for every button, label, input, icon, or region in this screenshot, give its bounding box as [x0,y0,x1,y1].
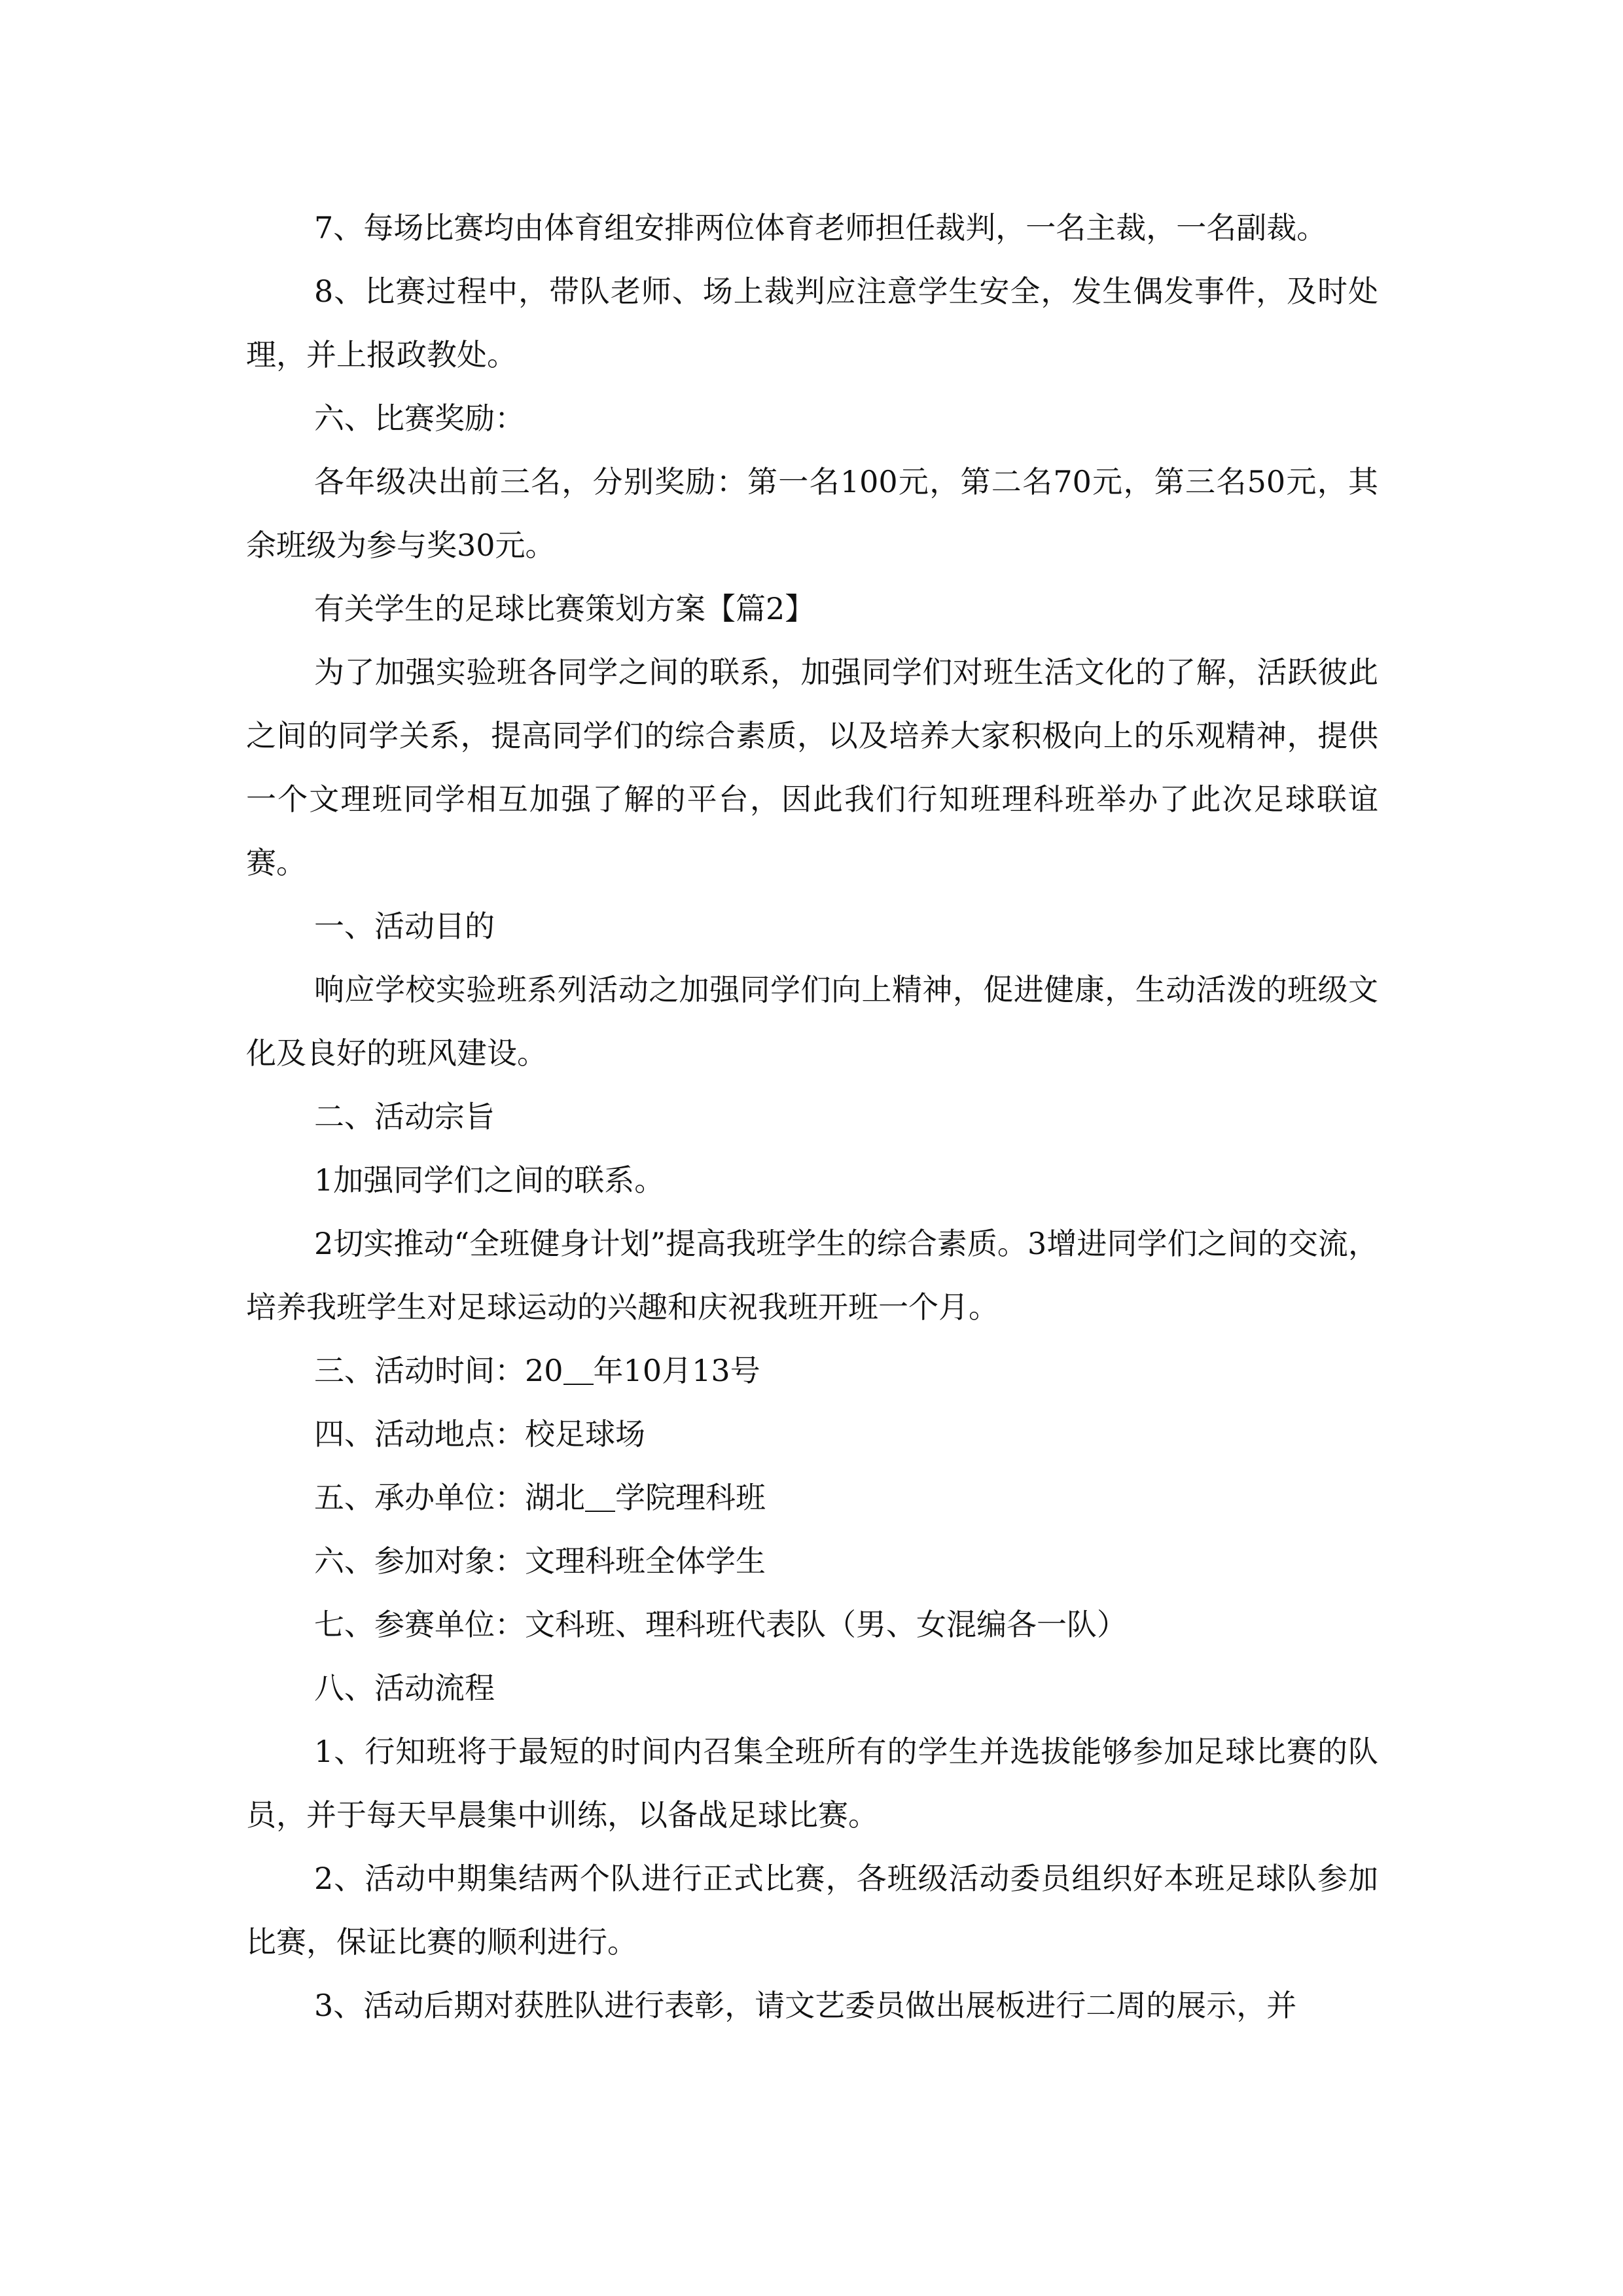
time-prefix: 三、活动时间：20 [314,1353,563,1388]
heading-process: 八、活动流程 [314,1670,495,1706]
paragraph-purpose: 响应学校实验班系列活动之加强同学们向上精神，促进健康，生动活泼的班级文化及良好的班风建设。 [246,972,1378,1071]
blank-underline [585,1480,615,1512]
paragraph-participants: 六、参加对象：文理科班全体学生 [314,1543,766,1579]
time-suffix: 年10月13号 [593,1353,760,1388]
organizer-prefix: 五、承办单位：湖北 [314,1480,585,1515]
paragraph-organizer [246,1466,1378,1530]
paragraph-time [246,1339,1378,1403]
blank-underline [563,1354,594,1385]
paragraph-rule-7: 7、每场比赛均由体育组安排两位体育老师担任裁判，一名主裁，一名副裁。 [314,210,1327,245]
heading-awards: 六、比赛奖励： [314,401,525,436]
paragraph-awards: 各年级决出前三名，分别奖励：第一名100元，第二名70元，第三名50元，其余班级为参与奖30元。 [246,464,1378,563]
paragraph-process-3: 3、活动后期对获胜队进行表彰，请文艺委员做出展板进行二周的展示，并 [314,1988,1297,2023]
paragraph-intro: 为了加强实验班各同学之间的联系，加强同学们对班生活文化的了解，活跃彼此之间的同学关系，提高同学们的综合素质，以及培养大家积极向上的乐观精神，提供一个文理班同学相互加强了解的平台，因此我们行知班理科班举办了此次足球联谊赛。 [246,655,1378,880]
paragraph-process-2: 2、活动中期集结两个队进行正式比赛，各班级活动委员组织好本班足球队参加比赛，保证比赛的顺利进行。 [246,1861,1378,1960]
heading-purpose: 一、活动目的 [314,908,495,944]
paragraph-process-1: 1、行知班将于最短的时间内召集全班所有的学生并选拔能够参加足球比赛的队员，并于每天早晨集中训练，以备战足球比赛。 [246,1734,1378,1833]
paragraph-tenet-1: 1加强同学们之间的联系。 [314,1162,665,1198]
section-title-part-2: 有关学生的足球比赛策划方案【篇2】 [314,591,815,626]
paragraph-teams: 七、参赛单位：文科班、理科班代表队（男、女混编各一队） [314,1607,1127,1642]
paragraph-location: 四、活动地点：校足球场 [314,1416,645,1452]
heading-tenet: 二、活动宗旨 [314,1099,495,1134]
organizer-suffix: 学院理科班 [615,1480,766,1515]
document-body [246,196,1378,2037]
paragraph-rule-8: 8、比赛过程中，带队老师、场上裁判应注意学生安全，发生偶发事件，及时处理，并上报政教处。 [246,274,1378,372]
paragraph-tenet-2: 2切实推动“全班健身计划”提高我班学生的综合素质。3增进同学们之间的交流，培养我班学生对足球运动的兴趣和庆祝我班开班一个月。 [246,1226,1378,1325]
